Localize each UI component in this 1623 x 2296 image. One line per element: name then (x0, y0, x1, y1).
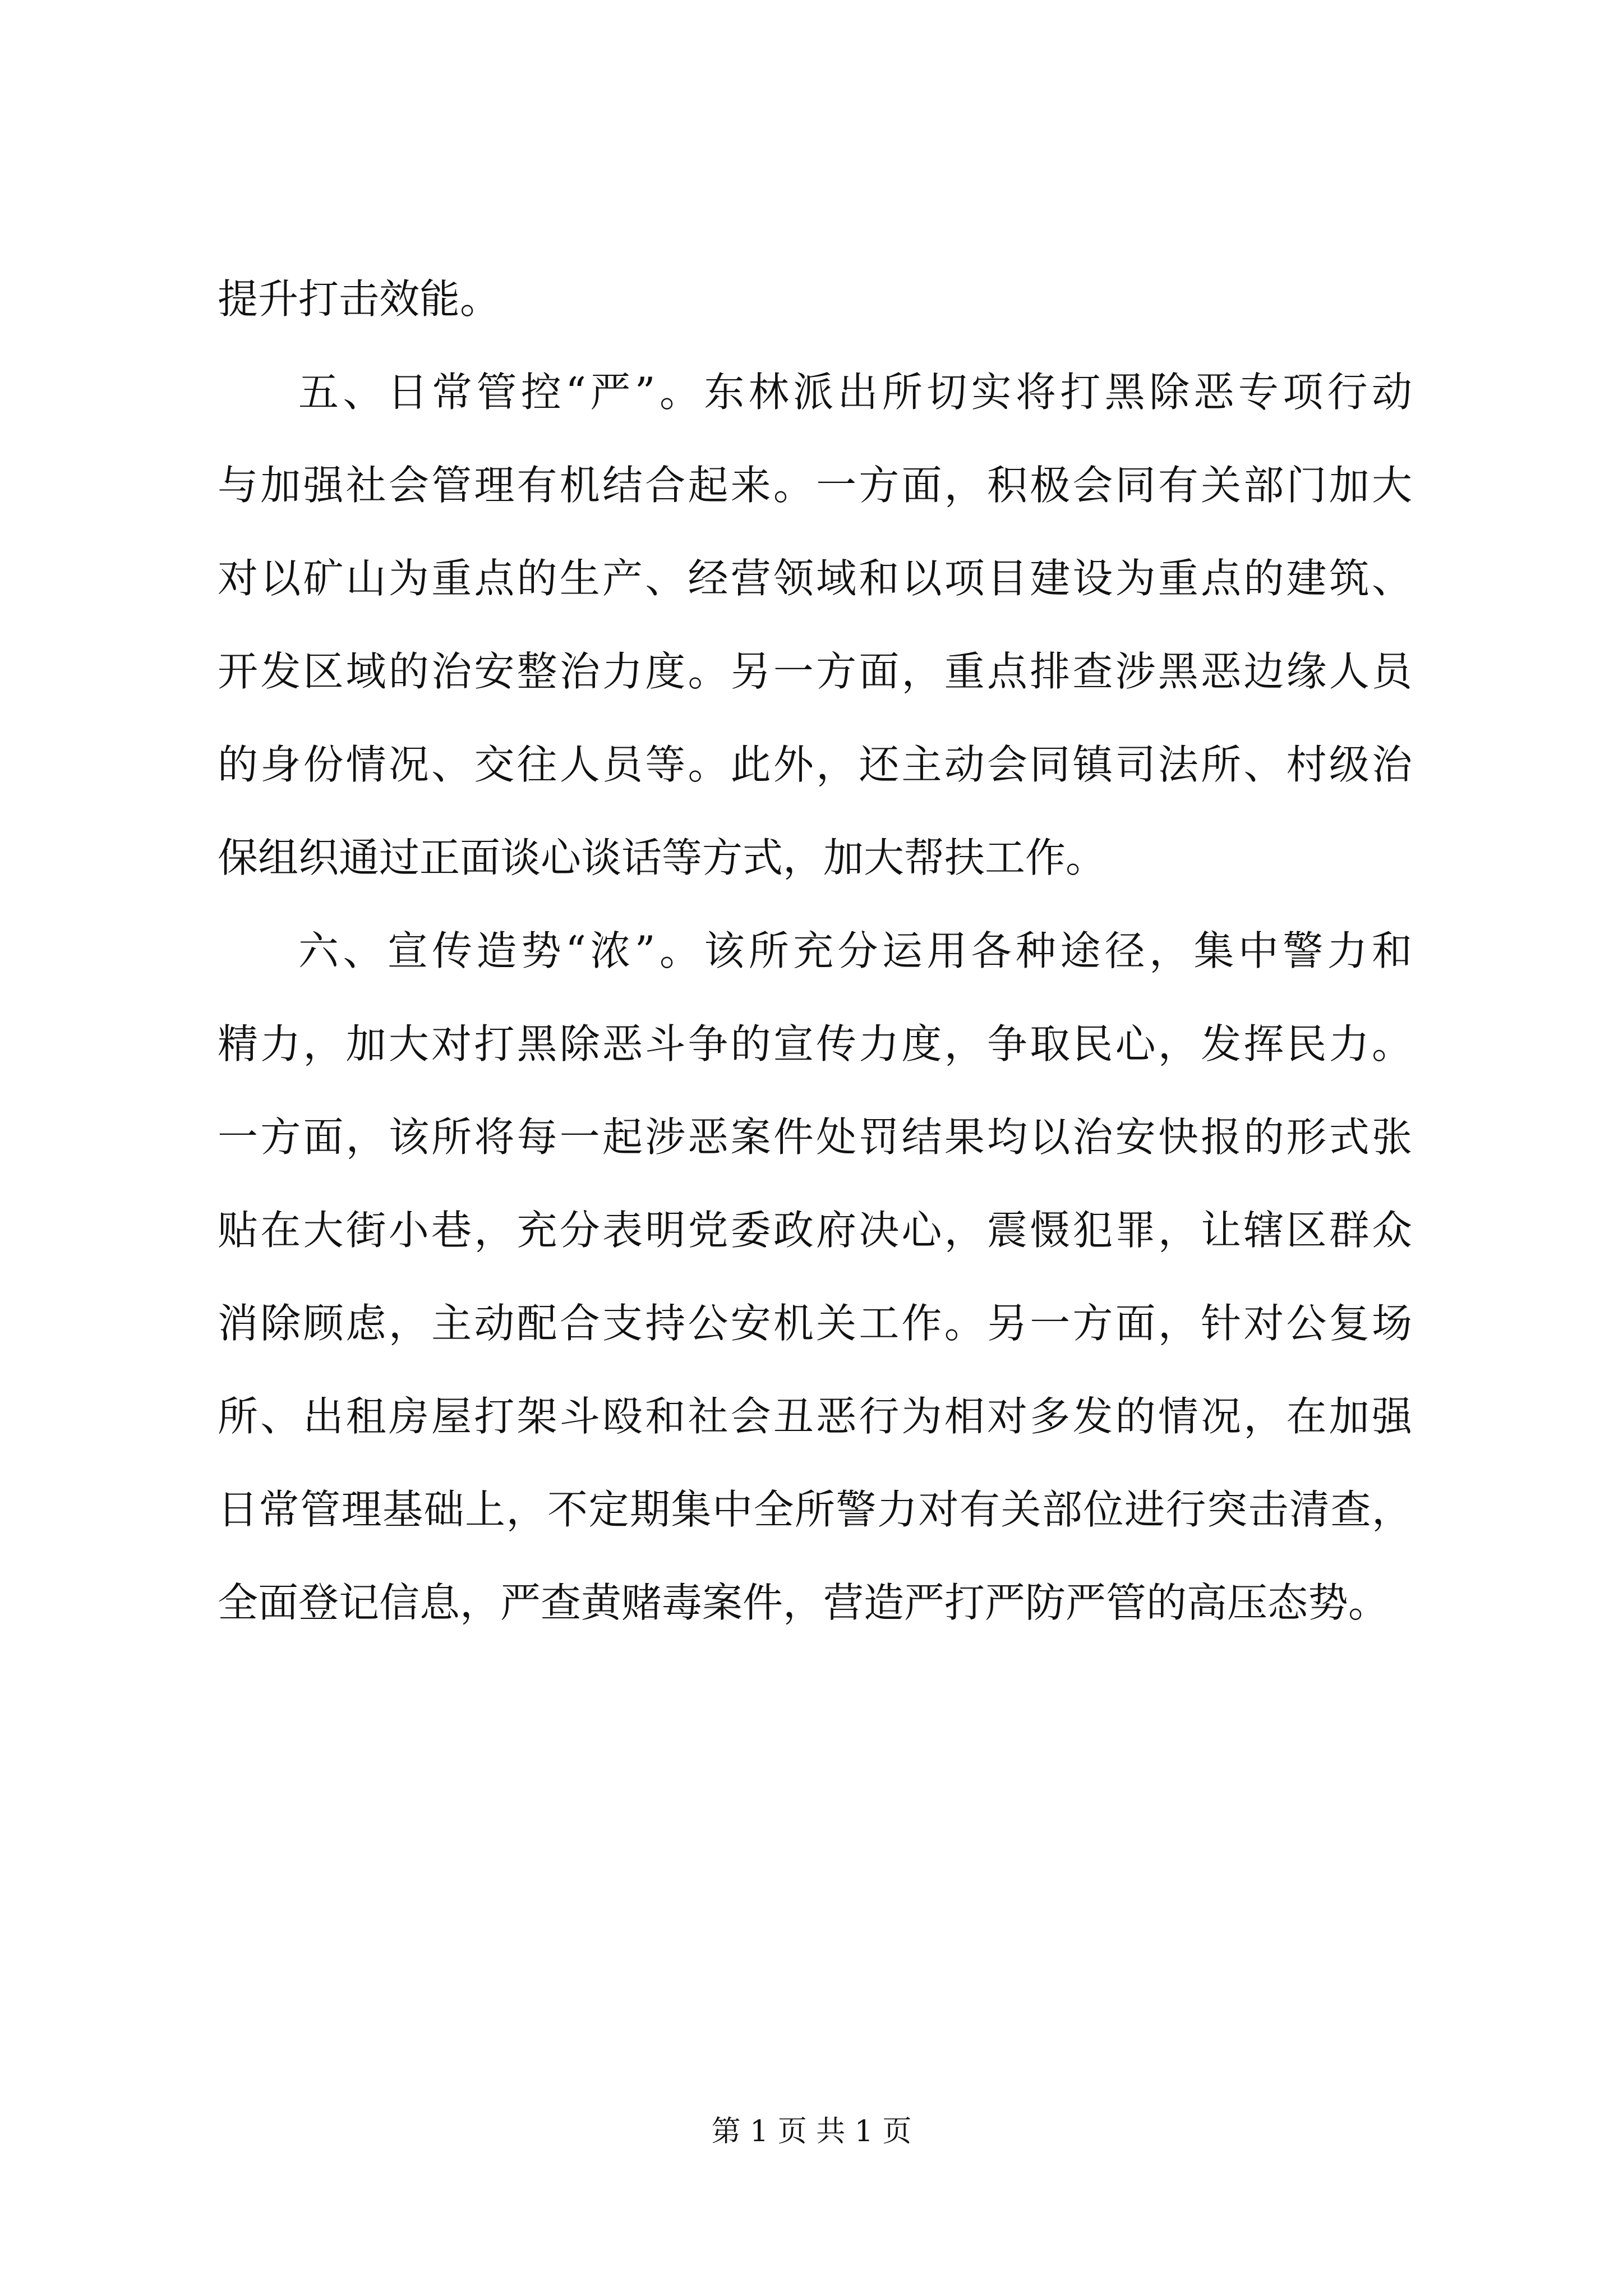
paragraph-line: 消除顾虑，主动配合支持公安机关工作。另一方面，针对公复场 (218, 1300, 1412, 1347)
paragraph-line: 精力，加大对打黑除恶斗争的宣传力度，争取民心，发挥民力。 (218, 1020, 1412, 1068)
paragraph-line: 六、宣传造势“浓”。该所充分运用各种途径，集中警力和 (298, 927, 1412, 974)
page-number-footer: 第 1 页 共 1 页 (711, 2115, 912, 2148)
document-body (218, 252, 1412, 1649)
paragraph-line: 与加强社会管理有机结合起来。一方面，积极会同有关部门加大 (218, 462, 1412, 509)
paragraph-line: 保组织通过正面谈心谈话等方式，加大帮扶工作。 (218, 834, 1106, 881)
paragraph-line: 开发区域的治安整治力度。另一方面，重点排查涉黑恶边缘人员 (218, 648, 1412, 695)
paragraph-line: 日常管理基础上，不定期集中全所警力对有关部位进行突击清查， (218, 1486, 1412, 1533)
paragraph-line: 提升打击效能。 (218, 275, 501, 323)
paragraph-line: 所、出租房屋打架斗殴和社会丑恶行为相对多发的情况，在加强 (218, 1393, 1412, 1440)
paragraph-line: 五、日常管控“严”。东林派出所切实将打黑除恶专项行动 (298, 369, 1412, 416)
paragraph-line: 一方面，该所将每一起涉恶案件处罚结果均以治安快报的形式张 (218, 1114, 1412, 1161)
paragraph-line: 对以矿山为重点的生产、经营领域和以项目建设为重点的建筑、 (218, 555, 1412, 602)
paragraph-line: 的身份情况、交往人员等。此外，还主动会同镇司法所、村级治 (218, 741, 1412, 788)
paragraph-line: 全面登记信息，严查黄赌毒案件，营造严打严防严管的高压态势。 (218, 1579, 1389, 1626)
paragraph-line: 贴在大街小巷，充分表明党委政府决心，震慑犯罪，让辖区群众 (218, 1207, 1412, 1254)
